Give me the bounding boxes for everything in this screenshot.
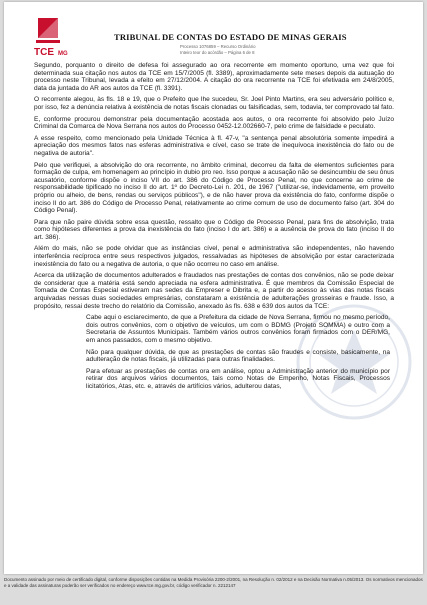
paragraph: O recorrente alegou, às fls. 18 e 19, que o Prefeito que lhe sucedeu, Sr. Joel Pinto Martins, era seu adversário político e, por isso, fez a denúncia relativa à existência de notas fiscais clonadas ou falsificadas, sem, todavia, ter comprovado tal fato. [34, 96, 394, 111]
page-indicator: Inteiro teor do acórdão – Página 6 de 8 [180, 50, 255, 55]
block-quote: Cabe aqui o esclarecimento, de que a Prefeitura da cidade de Nova Serrana, firmou no mesmo período, dois outros convênios, com o objetivo de veículos, um com o BDMG (Projeto SOMMA) e outro com a Secretaria de Assuntos Municipais. Também vários outros convênios foram firmados com o DER/MG, em anos passados, com o mesmo objetivo. [86, 314, 390, 344]
paragraph: Para que não paire dúvida sobre essa questão, ressalto que o Código de Processo Penal, para fins de absolvição, trata como hipóteses diferentes a prova da inexistência do fato (inciso I do art. 386) e a ausência de prova do fato (inciso II do art. 386). [34, 218, 394, 241]
paragraph: Segundo, porquanto o direito de defesa foi assegurado ao ora recorrente em momento oportuno, uma vez que foi determinada sua citação nos autos da TCE em 15/7/2005 (fl. 3389), aproximadamente sete meses depois da autuação do processo neste Tribunal, levada a efeito em 27/12/2004. A citação do ora recorrente na TCE foi efetivada em 24/8/2005, data da juntada do AR aos autos da TCE (fl. 3391). [34, 62, 394, 92]
paragraph: E, conforme procurou demonstrar pela documentação acostada aos autos, o ora recorrente foi absolvido pelo Juízo Criminal da Comarca de Nova Serrana nos autos do Processo 0452-12.002660-7, pelo crime de falsidade e peculato. [34, 115, 394, 131]
paragraph: Além do mais, não se pode olvidar que as instâncias cível, penal e administrativa são independentes, não havendo interferência recíproca entre seus respectivos julgados, ressalvadas as hipóteses de absolvição por estar caracterizada inexistência do fato ou a negativa de autoria, o que não ocorreu no caso em análise. [34, 245, 394, 268]
tcemg-logo-icon [34, 16, 80, 58]
paragraph: A esse respeito, como mencionado pela Unidade Técnica à fl. 47-v, "a sentença penal absolutória somente impedirá a apreciação dos mesmos fatos nas esferas administrativa e cível, caso se trate de inequívoca inexistência do fato ou de negativa de autoria". [34, 134, 394, 157]
digital-signature-footer: Documento assinado por meio de certificado digital, conforme disposições contidas na Medida Provisória 2200-2/2001, na Resolução n. 02/2012 e na Decisão Normativa n.05/2013. Os normativos mencionados e a validade das assinaturas poderão ser verificados no endereço www.tce.mg.gov.br, código verificador n. 2212147 [4, 577, 423, 588]
block-quote: Não para qualquer dúvida, de que as prestações de contas são fraudes e consiste, basicamente, na adulteração de notas fiscais, já utilizadas para outras finalidades. [86, 348, 390, 364]
process-number: Processo 1076859 – Recurso Ordinário [180, 44, 256, 49]
document-page [4, 2, 423, 574]
svg-text:MG: MG [58, 51, 68, 57]
block-quote: Para efetuar as prestações de contas ora em análise, optou a Administração anterior do município por retirar dos arquivos vários documentos, tais como Notas de Empenho, Notas Fiscais, Processos licitatórios, Atas, etc. e, através de artifícios vários, adulterou datas, [86, 367, 390, 390]
svg-text:TCE: TCE [34, 47, 54, 58]
document-body [34, 62, 394, 395]
paragraph: Pelo que verifiquei, a absolvição do ora recorrente, no âmbito criminal, decorreu da falta de elementos suficientes para formação de culpa, em homenagem ao princípio in dubio pro reo. Isso porque a acusação não se desincumbiu de seu ônus acusatório, conforme dispõe o inciso VII do art. 386 do Código de Processo Penal, no que concerne ao crime de responsabilidade tipificado no inciso II do art. 1º do Decreto-Lei n. 201, de 1967 ("utilizar-se, indevidamente, em proveito próprio ou alheio, de bens, rendas ou serviços públicos"), e de não haver prova da existência do fato, conforme dispõe o inciso II do art. 386 do Código de Processo Penal, relativamente ao crime comum de uso de documento falso (art. 304 do Código Penal). [34, 161, 394, 215]
court-title: TRIBUNAL DE CONTAS DO ESTADO DE MINAS GERAIS [114, 32, 347, 42]
document-header [4, 2, 423, 62]
paragraph: Acerca da utilização de documentos adulterados e fraudados nas prestações de contas dos convênios, não se pode deixar de considerar que a matéria está sendo apreciada na esfera administrativa. É que membros da Comissão Especial de Tomada de Contas Especial estiveram nas sedes da Empreser e Dibrita e, a partir do acesso às vias das notas fiscais arquivadas nessas duas sociedades empresárias, constataram a existência de adulterações grosseiras e fraude. Isso, a propósito, ressai deste trecho do relatório da Comissão, anexado às fls. 638 e 639 dos autos da TCE: [34, 272, 394, 310]
